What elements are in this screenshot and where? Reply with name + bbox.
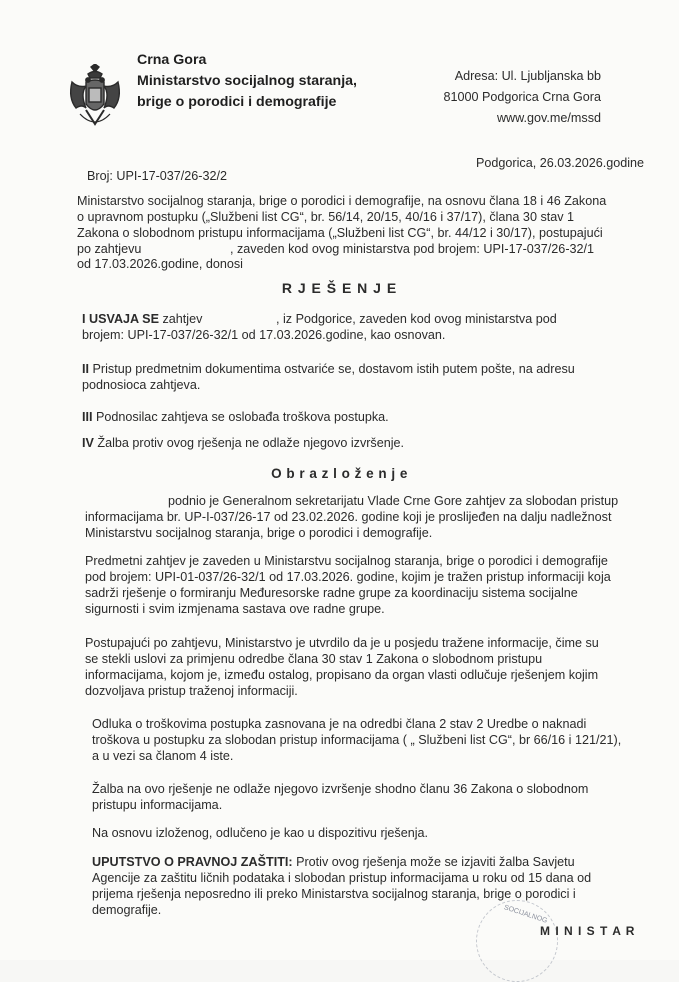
reference-number: Broj: UPI-17-037/26-32/2 xyxy=(87,169,228,183)
reasoning-p4-line: troškova u postupku za slobodan pristup informacijama ( „ Službeni list CG“, br 66/16 i 121/21), xyxy=(92,733,622,747)
reasoning-p3-line: Postupajući po zahtjevu, Ministarstvo je utvrdilo da je u posjedu tražene informacije, čime su xyxy=(85,636,599,650)
decision-item-i xyxy=(82,312,202,327)
reasoning-p2-line: sadrži rješenje o formiranju Međuresorske radne grupe za koordinaciju sistema socijalne xyxy=(85,586,578,600)
decision-i-label: I USVAJA SE xyxy=(82,312,159,326)
decision-item-iii xyxy=(82,410,389,425)
reasoning-p2-line: pod brojem: UPI-01-037/26-32/1 od 17.03.2026. godine, kojim je tražen pristup informaciji koja xyxy=(85,570,611,584)
decision-ii-line2: podnosioca zahtjeva. xyxy=(82,378,201,392)
legal-remedy-text: Protiv ovog rješenja može se izjaviti žalba Savjetu xyxy=(292,855,575,869)
org-country: Crna Gora xyxy=(137,52,207,68)
org-ministry-line2: brige o porodici i demografije xyxy=(137,94,337,110)
decision-iv-label: IV xyxy=(82,436,94,450)
legal-remedy-line1 xyxy=(92,855,575,870)
coat-of-arms-icon xyxy=(66,64,124,130)
decision-i-line2: brojem: UPI-17-037/26-32/1 od 17.03.2026.godine, kao osnovan. xyxy=(82,328,446,342)
reasoning-p2-line: sigurnosti i svim izmjenama sastava ove radne grupe. xyxy=(85,602,385,616)
decision-iv-text: Žalba protiv ovog rješenja ne odlaže njegovo izvršenje. xyxy=(97,436,405,450)
legal-remedy-line: Agencije za zaštitu ličnih podataka i slobodan pristup informacijama u roku od 15 dana od xyxy=(92,871,592,885)
decision-iii-label: III xyxy=(82,410,93,424)
decision-iii-text: Podnosilac zahtjeva se oslobađa troškova postupka. xyxy=(96,410,389,424)
intro-line: Ministarstvo socijalnog staranja, brige o porodici i demografije, na osnovu člana 18 i 46 Zakona xyxy=(77,194,607,208)
reasoning-p4-line: Odluka o troškovima postupka zasnovana je na odredbi člana 2 stav 2 Uredbe o naknadi xyxy=(92,717,587,731)
decision-item-iv xyxy=(82,436,404,451)
reasoning-p3-line: dozvoljava pristup traženoj informaciji. xyxy=(85,684,298,698)
decision-i-text-b: , iz Podgorice, zaveden kod ovog ministarstva pod xyxy=(276,312,557,326)
legal-remedy-line: prijema rješenja neposredno ili preko Ministarstva socijalnog staranja, brige o porodici i xyxy=(92,887,576,901)
reasoning-p1-line: podnio je Generalnom sekretarijatu Vlade Crne Gore zahtjev za slobodan pristup xyxy=(168,494,619,508)
reasoning-p1-line: informacijama br. UP-I-037/26-17 od 23.02.2026. godine koji je proslijeđen na dalju nadležnost xyxy=(85,510,612,524)
reasoning-p5-line: pristupu informacijama. xyxy=(92,798,223,812)
decision-item-ii xyxy=(82,362,575,377)
signature-title: M I N I S T A R xyxy=(540,924,636,938)
decision-ii-text: Pristup predmetnim dokumentima ostvariće se, dostavom istih putem pošte, na adresu xyxy=(92,362,575,376)
decision-ii-label: II xyxy=(82,362,89,376)
intro-line: , zaveden kod ovog ministarstva pod brojem: UPI-17-037/26-32/1 xyxy=(230,242,595,256)
stamp-text: SOCIJALNOG xyxy=(503,904,549,925)
legal-remedy-line: demografije. xyxy=(92,903,162,917)
decision-heading: R J E Š E N J E xyxy=(281,280,398,296)
intro-line: o upravnom postupku („Službeni list CG“, br. 56/14, 20/15, 40/16 i 37/17), člana 30 stav 1 xyxy=(77,210,575,224)
address-block xyxy=(443,66,601,129)
organization-block xyxy=(137,50,357,113)
reasoning-p4-line: a u vezi sa članom 4 iste. xyxy=(92,749,234,763)
legal-remedy-label: UPUTSTVO O PRAVNOJ ZAŠTITI: xyxy=(92,855,293,869)
intro-line: Zakona o slobodnom pristupu informacijama („Službeni list CG“, br. 44/12 i 30/17), postupajući xyxy=(77,226,603,240)
reasoning-p3-line: se stekli uslovi za primjenu odredbe člana 30 stav 1 Zakona o slobodnom pristupu xyxy=(85,652,543,666)
address-street: Adresa: Ul. Ljubljanska bb xyxy=(454,69,601,83)
reasoning-p6: Na osnovu izloženog, odlučeno je kao u dispozitivu rješenja. xyxy=(92,826,429,840)
intro-line: po zahtjevu xyxy=(77,242,142,256)
decision-i-text-a: zahtjev xyxy=(162,312,203,326)
address-website: www.gov.me/mssd xyxy=(496,111,601,125)
reasoning-p1-line: Ministarstvu socijalnog staranja, brige o porodici i demografije. xyxy=(85,526,433,540)
address-city: 81000 Podgorica Crna Gora xyxy=(443,90,601,104)
reasoning-p5-line: Žalba na ovo rješenje ne odlaže njegovo izvršenje shodno članu 36 Zakona o slobodnom xyxy=(92,782,589,796)
reasoning-p3-line: informacijama, kojom je, između ostalog, propisano da organ vlasti odlučuje rješenjem kojim xyxy=(85,668,599,682)
intro-line: od 17.03.2026.godine, donosi xyxy=(77,257,243,271)
place-date: Podgorica, 26.03.2026.godine xyxy=(476,156,645,170)
reasoning-heading: O b r a z l o ž e n j e xyxy=(271,466,408,481)
org-ministry-line1: Ministarstvo socijalnog staranja, xyxy=(137,73,357,89)
reasoning-p2-line: Predmetni zahtjev je zaveden u Ministarstvu socijalnog staranja, brige o porodici i demografije xyxy=(85,554,608,568)
